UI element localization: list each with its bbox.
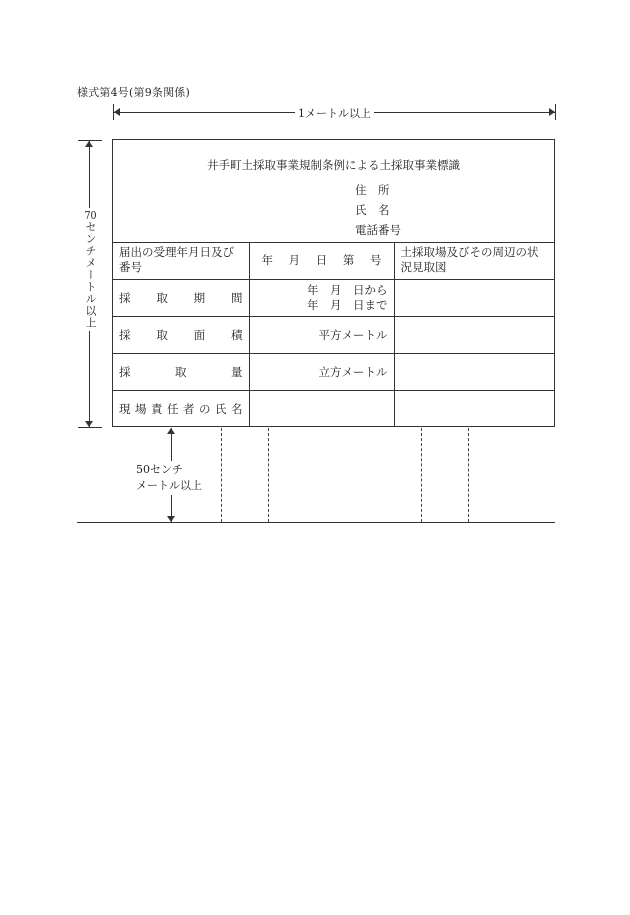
receipt-label: 届出の受理年月日及び番号	[113, 242, 249, 279]
post-line	[221, 428, 222, 522]
table-row	[113, 316, 554, 353]
period-to: 年 月 日まで	[307, 297, 388, 312]
period-value	[249, 279, 394, 316]
phone-label: 電話番号	[355, 223, 401, 237]
table-row	[113, 242, 554, 279]
table-row	[113, 279, 554, 316]
period-label: 採 取 期 間	[113, 279, 249, 316]
height-dimension	[78, 140, 102, 428]
map-cell	[394, 390, 554, 427]
form-number-label: 様式第4号(第9条関係)	[77, 86, 190, 99]
name-label: 氏 名	[355, 203, 390, 217]
map-cell	[394, 353, 554, 390]
map-cell	[394, 279, 554, 316]
address-label: 住 所	[355, 183, 390, 197]
post-line	[468, 428, 469, 522]
volume-label: 採 取 量	[113, 353, 249, 390]
ground-line	[77, 522, 555, 523]
table-row	[113, 390, 554, 427]
period-from: 年 月 日から	[307, 282, 388, 297]
sign-table	[113, 242, 554, 427]
sign-heading	[113, 140, 554, 243]
area-label: 採 取 面 積	[113, 316, 249, 353]
arrow-up-icon	[85, 141, 93, 147]
receipt-value: 年 月 日 第 号	[249, 242, 394, 279]
arrow-up-icon	[167, 428, 175, 434]
manager-label: 現 場 責 任 者 の 氏 名	[113, 390, 249, 427]
map-label: 土採取場及びその周辺の状況見取図	[394, 242, 554, 279]
arrow-down-icon	[85, 421, 93, 427]
post-height-label: 50センチ メートル以上	[136, 461, 202, 495]
height-dimension-label: 70センチメートル以上	[81, 208, 99, 331]
area-unit: 平方メートル	[249, 316, 394, 353]
post-line	[421, 428, 422, 522]
manager-value	[249, 390, 394, 427]
width-dimension	[113, 104, 556, 120]
dimension-tick	[78, 427, 102, 428]
post-line	[268, 428, 269, 522]
volume-unit: 立方メートル	[249, 353, 394, 390]
table-row	[113, 353, 554, 390]
map-cell	[394, 316, 554, 353]
sign-board	[112, 139, 555, 427]
sign-title: 井手町土採取事業規制条例による土採取事業標識	[207, 158, 460, 172]
width-dimension-label: 1メートル以上	[295, 107, 374, 120]
